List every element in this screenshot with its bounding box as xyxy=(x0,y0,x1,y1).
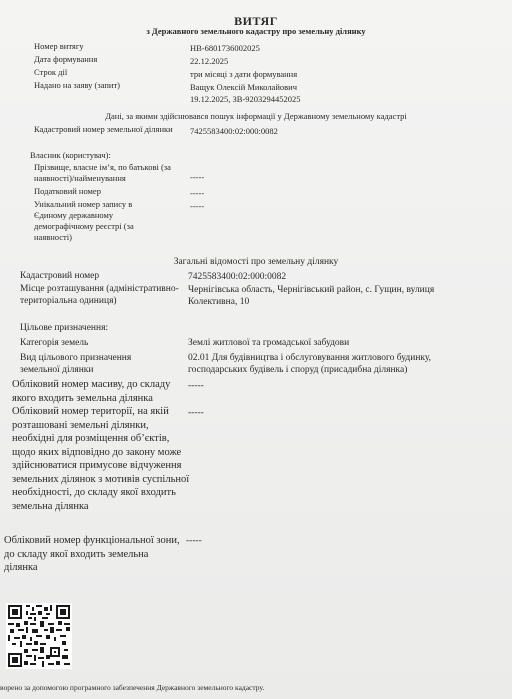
zone-label: Обліковий номер функціональної зони, до складу якої входить земельна ділянка xyxy=(4,535,180,573)
general-cadastral-label: Кадастровий номер xyxy=(20,271,100,281)
general-cadastral-value: 7425583400:02:000:0082 xyxy=(188,272,287,282)
header-value-request-ref: 19.12.2025, ЗВ-9203294452025 xyxy=(190,94,301,104)
header-value-requester: Ващук Олексій Миколайович xyxy=(190,82,297,92)
general-section-heading-text: Загальні відомості про земельну ділянку xyxy=(173,257,339,267)
header-label-validity: Строк дії xyxy=(34,67,68,77)
header-value-validity: три місяці з дати формування xyxy=(190,69,298,79)
purpose-label: Цільове призначення: xyxy=(20,323,109,333)
location-value: Чернігівська область, Чернігівський район, с. Гущин, вулиця Колективна, 10 xyxy=(188,285,435,307)
document-subtitle: з Державного земельного кадастру про земельну ділянку xyxy=(146,26,366,36)
document-title: ВИТЯГ xyxy=(234,14,278,28)
use-label: Вид цільового призначення земельної ділянки xyxy=(20,353,132,375)
udr-label: Унікальний номер запису в Єдиному державному демографічному реєстрі (за наявності) xyxy=(34,199,134,242)
owner-label: Власник (користувач): xyxy=(30,150,111,160)
tax-number-value: ----- xyxy=(190,188,205,198)
location-label: Місце розташування (адміністративно-територіальна одиниця) xyxy=(20,284,179,306)
search-section-heading xyxy=(0,111,512,122)
search-section-heading-text: Дані, за якими здійснювався пошук інформації у Державному земельному кадастрі xyxy=(105,111,407,121)
owner-name-dash: ----- xyxy=(190,172,205,182)
use-value: 02.01 Для будівництва і обслуговування житлового будинку, господарських будівель і споруд (присадибна ділянка) xyxy=(188,353,432,375)
massif-value: ----- xyxy=(188,381,204,391)
owner-name-label: Прізвище, власне ім’я, по батькові (за наявності)/найменування xyxy=(34,162,171,183)
header-label-date: Дата формування xyxy=(34,54,98,64)
category-value: Землі житлової та громадської забудови xyxy=(188,338,350,348)
zone-value: ----- xyxy=(186,536,202,546)
search-cadastral-value: 7425583400:02:000:0082 xyxy=(190,126,278,136)
massif-label: Обліковий номер масиву, до складу якого входить земельна ділянка xyxy=(12,379,171,404)
category-label: Категорія земель xyxy=(20,338,89,348)
header-value-date: 22.12.2025 xyxy=(190,56,229,66)
footer-text: ворено за допомогою програмного забезпечення Державного земельного кадастру. xyxy=(0,683,265,692)
header-label-number: Номер витягу xyxy=(34,41,84,51)
tax-number-label: Податковий номер xyxy=(34,186,101,196)
udr-value: ----- xyxy=(190,201,205,211)
search-cadastral-label: Кадастровий номер земельної ділянки xyxy=(34,124,173,134)
header-label-request: Надано на заяву (запит) xyxy=(34,80,121,90)
qr-code-icon xyxy=(6,603,72,669)
territory-value: ----- xyxy=(188,408,204,418)
header-value-number: НВ-6801736002025 xyxy=(190,43,260,53)
general-section-heading xyxy=(0,256,512,268)
territory-label: Обліковий номер території, на якій розташовані земельні ділянки, необхідні для розміщення об’єктів, щодо яких відповідно до закону може здійснюватися примусове відчуження земельних ділянок з мотивів суспільної необхідності, до складу якої входить земельна ділянка xyxy=(12,406,190,512)
